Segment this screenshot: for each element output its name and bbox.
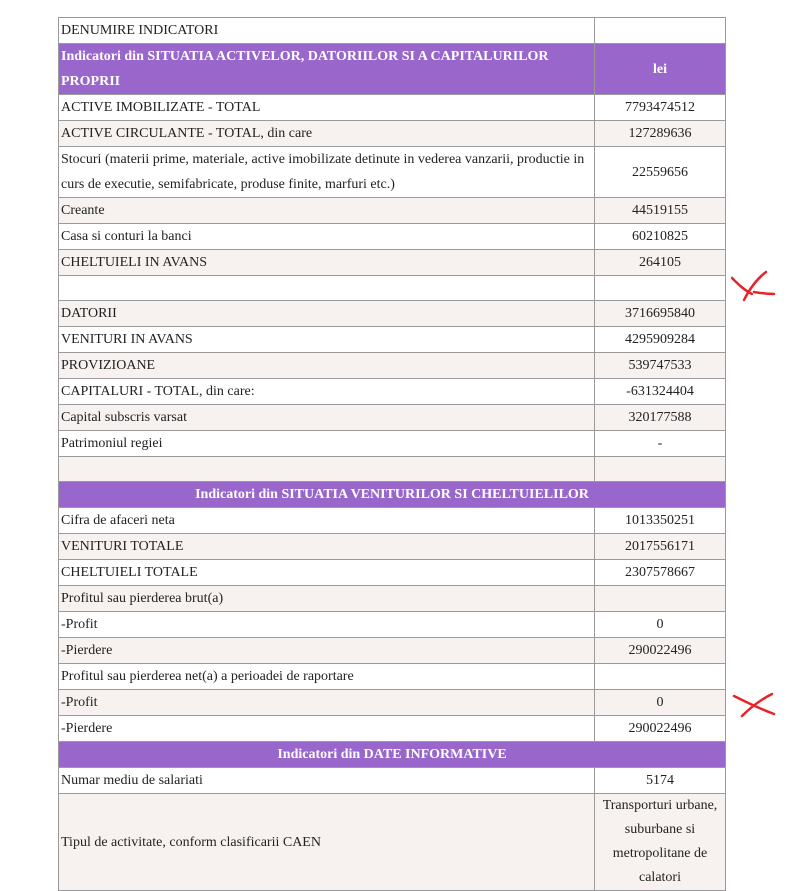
table-row <box>59 198 726 224</box>
table-row <box>59 508 726 534</box>
table-row <box>59 534 726 560</box>
section-header-income <box>59 482 726 508</box>
header-label: DENUMIRE INDICATORI <box>59 18 595 44</box>
table-row <box>59 690 726 716</box>
table-header-row <box>59 18 726 44</box>
row-value: -631324404 <box>595 379 726 405</box>
red-check-mark-icon <box>728 266 778 306</box>
row-label: PROVIZIOANE <box>59 353 595 379</box>
row-label: CHELTUIELI TOTALE <box>59 560 595 586</box>
table-row <box>59 431 726 457</box>
row-label: -Pierdere <box>59 716 595 742</box>
row-label: -Profit <box>59 612 595 638</box>
table-row <box>59 379 726 405</box>
table-row <box>59 612 726 638</box>
table-row <box>59 794 726 891</box>
row-value: 0 <box>595 690 726 716</box>
empty-cell <box>595 457 726 482</box>
section-unit: lei <box>595 44 726 95</box>
row-value: 4295909284 <box>595 327 726 353</box>
table-row <box>59 327 726 353</box>
row-label: CAPITALURI - TOTAL, din care: <box>59 379 595 405</box>
section-title: Indicatori din DATE INFORMATIVE <box>59 742 726 768</box>
section-header-assets <box>59 44 726 95</box>
row-value: 1013350251 <box>595 508 726 534</box>
table-row <box>59 638 726 664</box>
row-label: -Pierdere <box>59 638 595 664</box>
table-row <box>59 353 726 379</box>
row-value: 0 <box>595 612 726 638</box>
row-label: Profitul sau pierderea brut(a) <box>59 586 595 612</box>
row-value <box>595 664 726 690</box>
row-label: ACTIVE CIRCULANTE - TOTAL, din care <box>59 121 595 147</box>
section-header-info <box>59 742 726 768</box>
row-label: Stocuri (materii prime, materiale, active imobilizate detinute in vederea vanzarii, productie in curs de executie, semifabricate, produse finite, marfuri etc.) <box>59 147 595 198</box>
row-value: 2307578667 <box>595 560 726 586</box>
row-label: ACTIVE IMOBILIZATE - TOTAL <box>59 95 595 121</box>
row-value: Transporturi urbane, suburbane si metropolitane de calatori <box>595 794 726 891</box>
row-label: -Profit <box>59 690 595 716</box>
row-label: VENITURI IN AVANS <box>59 327 595 353</box>
section-title: Indicatori din SITUATIA ACTIVELOR, DATORIILOR SI A CAPITALURILOR PROPRII <box>59 44 595 95</box>
table-row <box>59 121 726 147</box>
row-value: 44519155 <box>595 198 726 224</box>
row-value: 290022496 <box>595 638 726 664</box>
financial-indicators-table <box>58 17 726 891</box>
table-row <box>59 768 726 794</box>
empty-row <box>59 457 726 482</box>
row-label: Casa si conturi la banci <box>59 224 595 250</box>
empty-row <box>59 276 726 301</box>
table-row <box>59 250 726 276</box>
row-label: VENITURI TOTALE <box>59 534 595 560</box>
row-value: 7793474512 <box>595 95 726 121</box>
table-row <box>59 560 726 586</box>
table-row <box>59 716 726 742</box>
row-label: Creante <box>59 198 595 224</box>
row-value: 3716695840 <box>595 301 726 327</box>
row-value: 60210825 <box>595 224 726 250</box>
table-row <box>59 664 726 690</box>
table-row <box>59 147 726 198</box>
section-title: Indicatori din SITUATIA VENITURILOR SI CHELTUIELILOR <box>59 482 726 508</box>
row-label: Numar mediu de salariati <box>59 768 595 794</box>
table-row <box>59 301 726 327</box>
row-label: Cifra de afaceri neta <box>59 508 595 534</box>
row-label: DATORII <box>59 301 595 327</box>
table-row <box>59 95 726 121</box>
row-label: CHELTUIELI IN AVANS <box>59 250 595 276</box>
row-value: 5174 <box>595 768 726 794</box>
empty-cell <box>595 276 726 301</box>
row-value: 22559656 <box>595 147 726 198</box>
row-value: 290022496 <box>595 716 726 742</box>
table-row <box>59 405 726 431</box>
row-value: 264105 <box>595 250 726 276</box>
row-label: Patrimoniul regiei <box>59 431 595 457</box>
row-label: Tipul de activitate, conform clasificarii CAEN <box>59 794 595 891</box>
empty-cell <box>59 276 595 301</box>
row-value: 127289636 <box>595 121 726 147</box>
row-value: - <box>595 431 726 457</box>
row-label: Capital subscris varsat <box>59 405 595 431</box>
table-row <box>59 586 726 612</box>
table-row <box>59 224 726 250</box>
row-label: Profitul sau pierderea net(a) a perioadei de raportare <box>59 664 595 690</box>
row-value: 320177588 <box>595 405 726 431</box>
red-x-mark-icon <box>730 690 780 722</box>
row-value: 2017556171 <box>595 534 726 560</box>
row-value <box>595 586 726 612</box>
header-value <box>595 18 726 44</box>
empty-cell <box>59 457 595 482</box>
row-value: 539747533 <box>595 353 726 379</box>
